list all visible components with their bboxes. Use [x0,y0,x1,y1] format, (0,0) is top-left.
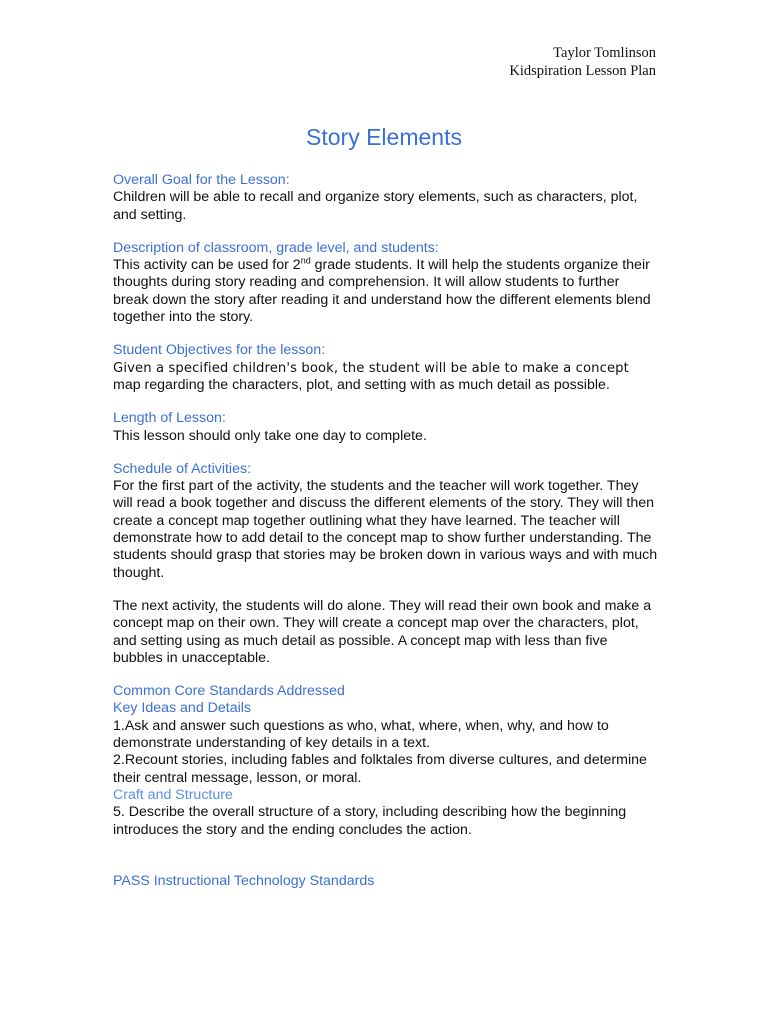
section-pass [113,873,658,890]
section-heading: Student Objectives for the lesson: [113,342,326,359]
text-part: This activity can be used for 2 [113,257,301,274]
section-objectives [113,342,658,394]
document-type: Kidspiration Lesson Plan [509,63,656,79]
section-text: This lesson should only take one day to complete. [113,427,427,444]
section-text-line: Given a specified children's book, the student will be able to make a concept [113,360,629,376]
section-length [113,410,658,445]
section-text: Children will be able to recall and organize story elements, such as characters, plot, and setting. [113,189,638,223]
section-standards [113,683,658,839]
section-heading: Common Core Standards Addressed [113,683,345,700]
section-overall-goal [113,172,658,224]
page-header [509,44,656,80]
superscript: nd [300,255,311,266]
section-schedule [113,461,658,667]
document-title: Story Elements [306,124,462,150]
section-heading: Length of Lesson: [113,410,226,427]
section-heading: Description of classroom, grade level, and students: [113,239,439,256]
subheading-key-ideas: Key Ideas and Details [113,700,252,717]
section-heading: PASS Instructional Technology Standards [113,872,375,889]
subheading-craft-structure: Craft and Structure [113,786,233,803]
section-text [113,257,658,326]
section-heading: Schedule of Activities: [113,460,252,477]
section-text-line: map regarding the characters, plot, and setting with as much detail as possible. [113,376,610,393]
section-description [113,240,658,326]
document-body [113,172,658,890]
schedule-paragraph-2: The next activity, the students will do alone. They will read their own book and make a concept map on their own. They will create a concept map over the characters, plot, and setting using as much detail as possible. A concept map with less than five bubbles in unacceptable. [113,597,652,666]
spacer [113,582,658,598]
section-heading: Overall Goal for the Lesson: [113,172,290,188]
standard-item: 1.Ask and answer such questions as who, what, where, when, why, and how to demonstrate understanding of key details in a text. [113,717,609,752]
spacer [113,839,658,873]
schedule-paragraph-1: For the first part of the activity, the students and the teacher will work together. They will read a book together and discuss the different elements of the story. They will then create a concept map together outlining what they have learned. The teacher will demonstrate how to add detail to the concept map to show further understanding. The students should grasp that stories may be broken down in various ways and with much thought. [113,478,658,581]
text-part: grade students. It will help the students organize their thoughts during story reading and comprehension. It will allow students to further break down the story after reading it and understand how the different elements blend together into the story. [113,257,651,326]
author-name: Taylor Tomlinson [553,45,656,61]
standard-item: 5. Describe the overall structure of a story, including describing how the beginning introduces the story and the ending concludes the action. [113,804,627,838]
standard-item: 2.Recount stories, including fables and folktales from diverse cultures, and determine their central message, lesson, or moral. [113,752,647,786]
